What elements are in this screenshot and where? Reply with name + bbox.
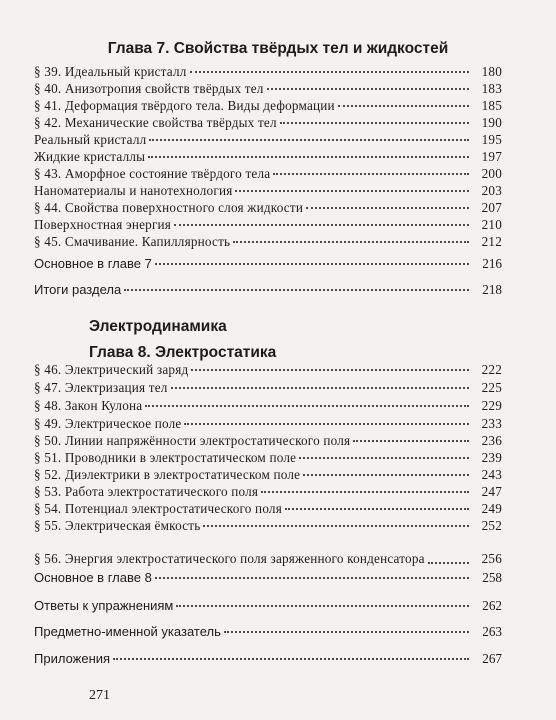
page-number: 271 xyxy=(89,688,110,703)
toc-entry[interactable]: Поверхностная энергия 210 xyxy=(34,217,502,232)
toc-entry[interactable]: § 42. Механические свойства твёрдых тел 190 xyxy=(34,115,502,130)
toc-entry-index[interactable]: Предметно-именной указатель 263 xyxy=(34,624,502,639)
toc-entry-chapter-8-summary[interactable]: Основное в главе 8 258 xyxy=(34,570,502,585)
toc-entry[interactable]: § 55. Электрическая ёмкость 252 xyxy=(34,518,502,533)
toc-entry[interactable]: Наноматериалы и нанотехнология 203 xyxy=(34,183,502,198)
toc-entry[interactable]: § 54. Потенциал электростатического поля 249 xyxy=(34,501,502,516)
toc-entry[interactable]: § 56. Энергия электростатического поля заряженного конденсатора 256 xyxy=(34,551,502,566)
toc-entry-answers[interactable]: Ответы к упражнениям 262 xyxy=(34,598,502,613)
toc-entry[interactable]: Жидкие кристаллы 197 xyxy=(34,149,502,164)
toc-entry-section-results[interactable]: Итоги раздела 218 xyxy=(34,282,502,297)
toc-entry[interactable]: § 50. Линии напряжённости электростатического поля 236 xyxy=(34,433,502,448)
chapter-8-heading: Глава 8. Электростатика xyxy=(89,344,277,361)
toc-entry-appendix[interactable]: Приложения 267 xyxy=(34,651,502,666)
toc-entry[interactable]: § 39. Идеальный кристалл 180 xyxy=(34,64,502,79)
toc-entry[interactable]: § 45. Смачивание. Капиллярность 212 xyxy=(34,234,502,249)
toc-entry[interactable]: § 49. Электрическое поле 233 xyxy=(34,416,502,431)
chapter-7-heading: Глава 7. Свойства твёрдых тел и жидкостей xyxy=(107,40,449,57)
toc-entry[interactable]: Реальный кристалл 195 xyxy=(34,132,502,147)
toc-entry[interactable]: § 43. Аморфное состояние твёрдого тела 200 xyxy=(34,166,502,181)
toc-entry[interactable]: § 51. Проводники в электростатическом поле 239 xyxy=(34,450,502,465)
toc-entry[interactable]: § 46. Электрический заряд 222 xyxy=(34,362,502,377)
toc-entry[interactable]: § 40. Анизотропия свойств твёрдых тел 183 xyxy=(34,81,502,96)
toc-entry[interactable]: § 41. Деформация твёрдого тела. Виды деформации 185 xyxy=(34,98,502,113)
section-heading: Электродинамика xyxy=(89,318,227,335)
toc-entry[interactable]: § 44. Свойства поверхностного слоя жидкости 207 xyxy=(34,200,502,215)
toc-entry[interactable]: § 48. Закон Кулона 229 xyxy=(34,398,502,413)
toc-entry[interactable]: § 53. Работа электростатического поля 247 xyxy=(34,484,502,499)
toc-entry[interactable]: § 52. Диэлектрики в электростатическом поле 243 xyxy=(34,467,502,482)
toc-entry[interactable]: § 47. Электризация тел 225 xyxy=(34,380,502,395)
toc-entry-chapter-7-summary[interactable]: Основное в главе 7 216 xyxy=(34,256,502,271)
